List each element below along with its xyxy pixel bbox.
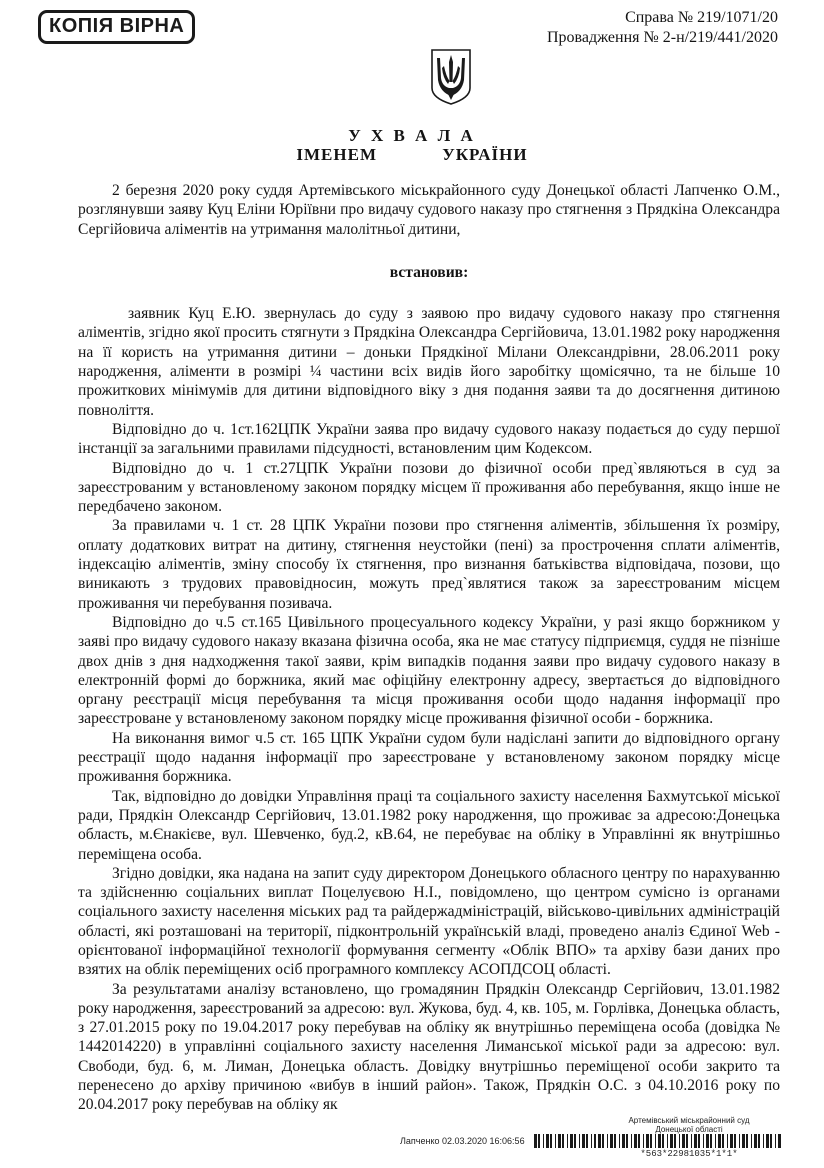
barcode-text: *563*22981035*1*1* bbox=[640, 1149, 738, 1159]
signature-line: Лапченко 02.03.2020 16:06:56 bbox=[400, 1136, 525, 1146]
document-body bbox=[78, 181, 780, 1115]
trident-icon bbox=[428, 48, 474, 106]
court-name-line1: Артемівський міськрайонний суд bbox=[628, 1116, 750, 1125]
paragraph: Відповідно до ч.5 ст.165 Цивільного процесуального кодексу України, у разі якщо боржником у заяві про видачу судового наказу вказана фізична особа, яка не має статусу підприємця, суддя не пізніше двох днів з дня надходження такої заяви, крім випадків подання заяви про видачу судового наказу в електронній формі до боржника, який має офіційну електронну адресу, звертається до відповідного органу реєстрації місця перебування та місця проживання особи щодо надання інформації про зареєстроване у встановленому законом порядку місце проживання фізичної особи - боржника. bbox=[78, 613, 780, 728]
case-info bbox=[547, 8, 778, 48]
barcode-small bbox=[534, 1134, 596, 1148]
case-number: Справа № 219/1071/20 bbox=[625, 9, 778, 26]
intro-paragraph: 2 березня 2020 року суддя Артемівського міськрайонного суду Донецької області Лапченко О.М., розглянувши заяву Куц Еліни Юріївни про видачу судового наказу про стягнення з Прядкіна Олександра Сергійовича аліментів на утримання малолітньої дитини, bbox=[78, 182, 780, 238]
document-subtitle: ІМЕНЕМ УКРАЇНИ bbox=[296, 145, 528, 164]
proceeding-number: Провадження № 2-н/219/441/2020 bbox=[546, 29, 778, 46]
established-heading: встановив: bbox=[389, 263, 469, 281]
paragraph: заявник Куц Е.Ю. звернулась до суду з заявою про видачу судового наказу про стягнення аліментів, згідно якої просить стягнути з Прядкіна Олександра Сергійовича, 13.01.1982 року народження на її користь на утримання дитини – доньки Прядкіної Мілани Олександрівни, 28.06.2011 року народження, аліменти в розмірі ¼ частини всіх видів його заробітку щомісячно, та не більше 10 прожиткових мінімумів для дитини відповідного віку з дня подання заяви та до досягнення дитиною повноліття. bbox=[78, 305, 780, 419]
paragraph: На виконання вимог ч.5 ст. 165 ЦПК України судом були надіслані запити до відповідного органу реєстрації щодо надання інформації про зареєстроване у встановленому законом порядку місце проживання боржника. bbox=[78, 729, 780, 786]
paragraph: Відповідно до ч. 1 ст.27ЦПК України позови до фізичної особи пред`являються в суд за зареєстрованим у встановленому законом порядку місцем її проживання або перебування, якщо інше не передбачено законом. bbox=[78, 459, 780, 516]
paragraph: За результатами аналізу встановлено, що громадянин Прядкін Олександр Сергійович, 13.01.1982 року народження, зареєстрований за адресою: вул. Жукова, буд. 4, кв. 105, м. Горлівка, Донецька область, з 27.01.2015 року по 19.04.2017 року перебував на обліку як внутрішньо переміщена особа (довідка № 1442014220) в управлінні соціального захисту населення Лиманської міської ради за адресою: вул. Свободи, буд. 6, м. Лиман, Донецька область. Довідку внутрішньо переміщеної особи закрито та перенесено до архіву причиною «вибув в інший район». Також, Прядкін О.С. з 04.10.2016 року по 20.04.2017 року перебував на обліку як bbox=[78, 980, 780, 1114]
court-name-line2: Донецької області bbox=[655, 1125, 723, 1134]
document-title: У Х В А Л А bbox=[348, 126, 476, 145]
paragraph: За правилами ч. 1 ст. 28 ЦПК України позови про стягнення аліментів, збільшення їх розміру, оплату додаткових витрат на дитину, стягнення неустойки (пені) за прострочення сплати аліментів, індексацію аліментів, зміну способу їх стягнення, про визнання батьківства відповідача, позови, що виникають з трудових правовідносин, можуть пред`являтися також за зареєстрованим місцем проживання чи перебування позивача. bbox=[78, 517, 780, 612]
barcode bbox=[598, 1134, 782, 1148]
paragraph: Згідно довідки, яка надана на запит суду директором Донецького обласного центру по нарахуванню та здійсненню соціальних виплат Поцелуєвою Н.І., повідомлено, що центром сумісно із органами соціального захисту населення міських рад та райдержадміністрацій, військово-цивільних адміністрацій області, які розташовані на території, підконтрольній українській владі, проведено аналіз Єдиної Web - орієнтованої інформаційної технології формування сегменту «Облік ВПО» та архіву бази даних про взятих на облік переміщених осіб програмного комплексу АСОПДСОЦ області. bbox=[78, 864, 780, 979]
court-name-block bbox=[596, 1116, 782, 1134]
paragraph: Відповідно до ч. 1ст.162ЦПК України заява про видачу судового наказу подається до суду першої інстанції за загальними правилами підсудності, встановленим цим Кодексом. bbox=[78, 420, 780, 458]
paragraph: Так, відповідно до довідки Управління праці та соціального захисту населення Бахмутської міської ради, Прядкін Олександр Сергійович, 13.01.1982 року народження, що проживає за адресою:Донецька область, м.Єнакієве, вул. Шевченко, буд.2, кВ.64, не перебуває на обліку в Управлінні як внутрішньо переміщена особа. bbox=[78, 787, 780, 863]
certified-copy-stamp: КОПІЯ ВІРНА bbox=[38, 10, 195, 44]
